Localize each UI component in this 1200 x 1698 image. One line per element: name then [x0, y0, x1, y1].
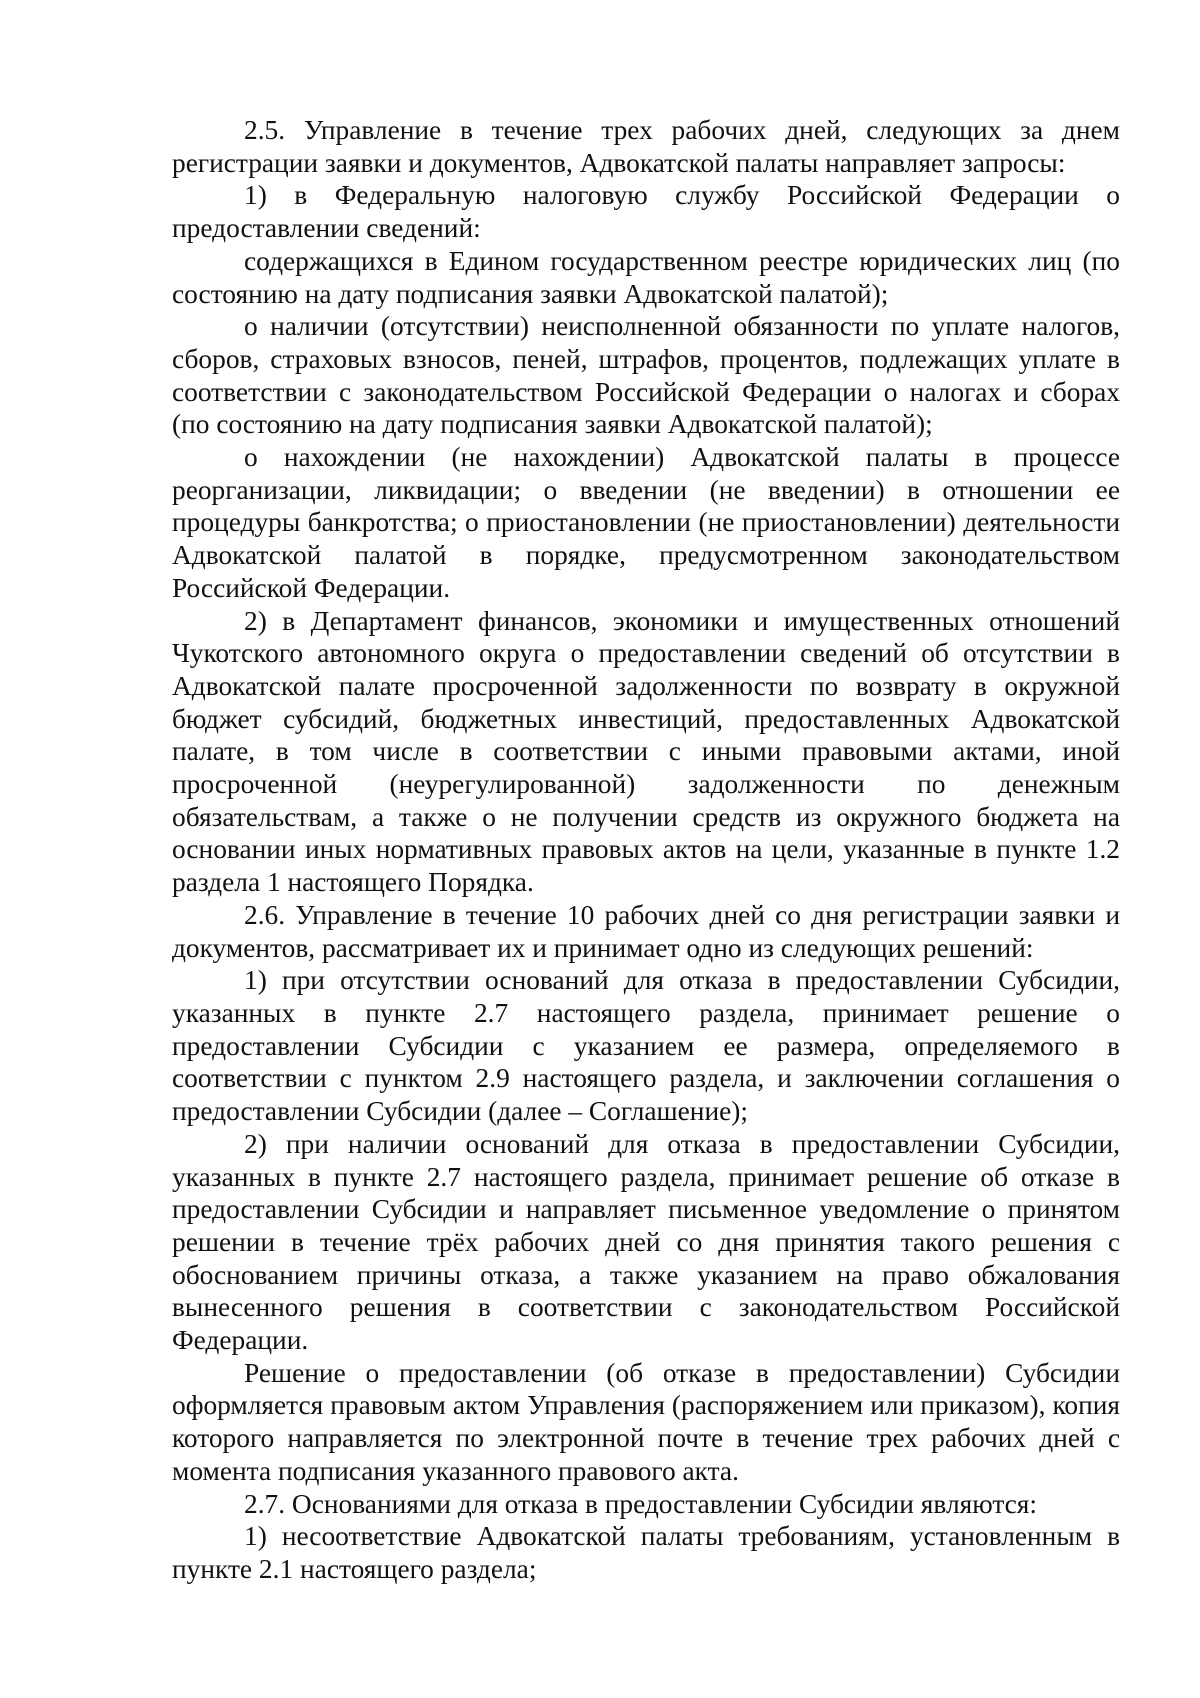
paragraph-2-7-item-1: 1) несоответствие Адвокатской палаты требованиям, установленным в пункте 2.1 настоящего раздела; — [172, 1521, 1120, 1584]
paragraph-tax-debt-info: о наличии (отсутствии) неисполненной обязанности по уплате налогов, сборов, страховых взносов, пеней, штрафов, процентов, подлежащих уплате в соответствии с законодательством Российской Федерации о налогах и сборах (по состоянию на дату подписания заявки Адвокатской палатой); — [172, 311, 1120, 440]
paragraph-2-7: 2.7. Основаниями для отказа в предоставлении Субсидии являются: — [244, 1488, 1038, 1519]
paragraph-egrul-info: содержащихся в Едином государственном реестре юридических лиц (по состоянию на дату подписания заявки Адвокатской палатой); — [172, 245, 1120, 309]
paragraph-decision-form: Решение о предоставлении (об отказе в предоставлении) Субсидии оформляется правовым актом Управления (распоряжением или приказом), копия которого направляется по электронной почте в течение трех рабочих дней с момента подписания указанного правового акта. — [172, 1357, 1120, 1486]
paragraph-2-5: 2.5. Управление в течение трех рабочих дней, следующих за днем регистрации заявки и документов, Адвокатской палаты направляет запросы: — [172, 115, 1120, 178]
paragraph-2-6: 2.6. Управление в течение 10 рабочих дней со дня регистрации заявки и документов, рассматривает их и принимает одно из следующих решений: — [172, 899, 1120, 963]
paragraph-2-5-item-2: 2) в Департамент финансов, экономики и имущественных отношений Чукотского автономного округа о предоставлении сведений об отсутствии в Адвокатской палате просроченной задолженности по возврату в окружной бюджет субсидий, бюджетных инвестиций, предоставленных Адвокатской палате, в том числе в соответствии с иными правовыми актами, иной просроченной (неурегулированной) задолженности по денежным обязательствам, а также о не получении средств из окружного бюджета на основании иных нормативных правовых актов на цели, указанные в пункте 1.2 раздела 1 настоящего Порядка. — [172, 605, 1120, 898]
paragraph-2-5-item-1: 1) в Федеральную налоговую службу Российской Федерации о предоставлении сведений: — [172, 180, 1120, 244]
document-body — [172, 114, 1120, 1586]
paragraph-2-6-item-2: 2) при наличии оснований для отказа в предоставлении Субсидии, указанных в пункте 2.7 настоящего раздела, принимает решение об отказе в предоставлении Субсидии и направляет письменное уведомление о принятом решении в течение трёх рабочих дней со дня принятия такого решения с обоснованием причины отказа, а также указанием на право обжалования вынесенного решения в соответствии с законодательством Российской Федерации. — [172, 1128, 1120, 1356]
paragraph-2-6-item-1: 1) при отсутствии оснований для отказа в предоставлении Субсидии, указанных в пункте 2.7 настоящего раздела, принимает решение о предоставлении Субсидии с указанием ее размера, определяемого в соответствии с пунктом 2.9 настоящего раздела, и заключении соглашения о предоставлении Субсидии (далее – Соглашение); — [172, 965, 1120, 1127]
paragraph-reorganization-info: о нахождении (не нахождении) Адвокатской палаты в процессе реорганизации, ликвидации; о введении (не введении) в отношении ее процедуры банкротства; о приостановлении (не приостановлении) деятельности Адвокатской палатой в порядке, предусмотренном законодательством Российской Федерации. — [172, 442, 1120, 603]
